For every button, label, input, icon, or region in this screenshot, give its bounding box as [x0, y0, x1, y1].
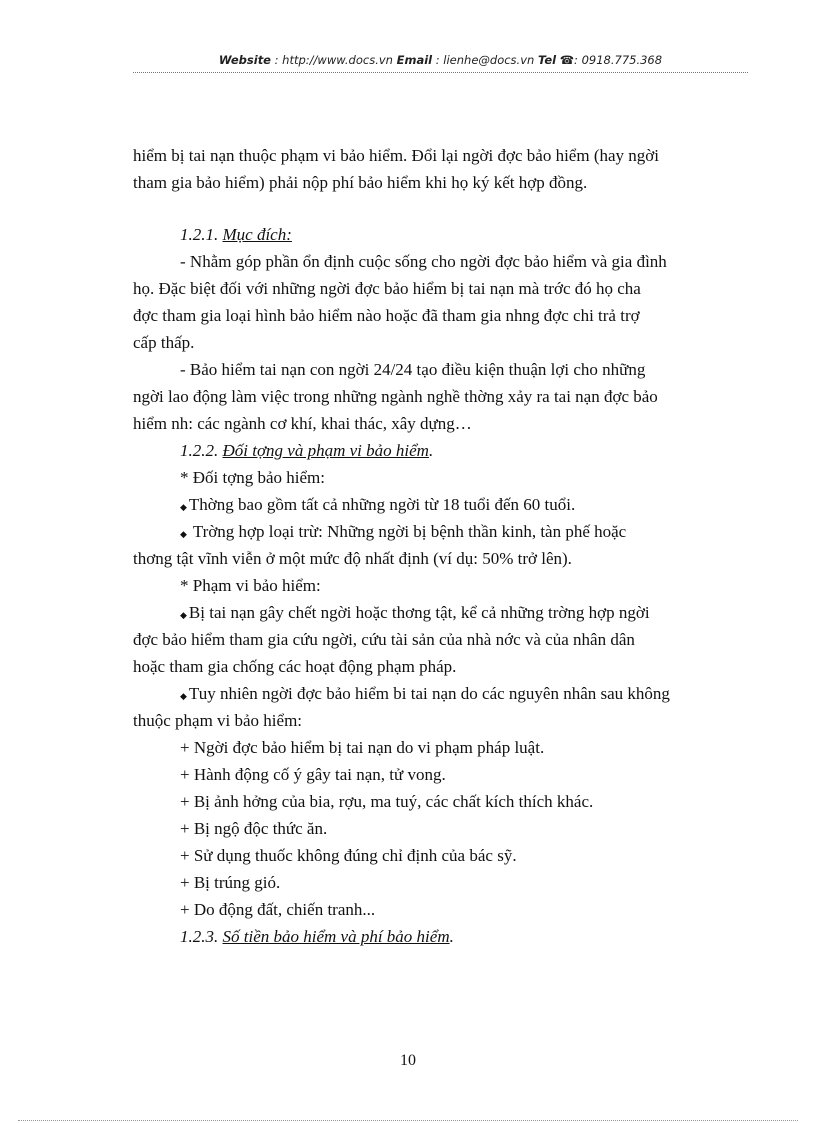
- bullet-text: Bị tai nạn gây chết ngời hoặc thơng tật, kể cả những trờng hợp ngời: [188, 603, 650, 622]
- scope-bullet-1-line-1: [133, 599, 740, 626]
- tel-value: : 0918.775.368: [574, 53, 663, 67]
- bullet-text: Thờng bao gồm tất cả những ngời từ 18 tuổi đến 60 tuổi.: [188, 495, 576, 514]
- page-header: [133, 53, 748, 67]
- phone-icon: ☎: [559, 53, 575, 67]
- purpose-line-4: cấp thấp.: [133, 333, 195, 352]
- exclusion-item: + Do động đất, chiến tranh...: [180, 900, 376, 919]
- section-heading-1-2-1: [133, 221, 740, 248]
- website-label: Website: [218, 53, 271, 67]
- exclusion-item: + Hành động cố ý gây tai nạn, tử vong.: [180, 765, 446, 784]
- email-label: Email: [396, 53, 433, 67]
- bullet-text: Tuy nhiên ngời đợc bảo hiểm bi tai nạn do các nguyên nhân sau không: [188, 684, 670, 703]
- purpose2-line-1: - Bảo hiểm tai nạn con ngời 24/24 tạo điều kiện thuận lợi cho những: [180, 360, 646, 379]
- section-tail: .: [449, 927, 454, 946]
- main-content: [133, 142, 740, 950]
- subject-bullet-1: [133, 491, 740, 518]
- email-value: : lienhe@docs.vn: [432, 53, 538, 67]
- section-tail: .: [428, 441, 434, 460]
- section-number: 1.2.1.: [180, 225, 223, 244]
- exclusion-item: + Bị ảnh hởng của bia, rợu, ma tuý, các chất kích thích khác.: [180, 792, 594, 811]
- section-title: Đối tợng và phạm vi bảo hiểm: [222, 441, 429, 460]
- subject-bullet-2-line-2: thơng tật vĩnh viễn ở một mức độ nhất định (ví dụ: 50% trở lên).: [133, 549, 572, 568]
- subject-bullet-2-line-1: [133, 518, 740, 545]
- purpose2-line-3: hiểm nh: các ngành cơ khí, khai thác, xây dựng…: [133, 414, 472, 433]
- exclusion-item: + Ngời đợc bảo hiểm bị tai nạn do vi phạm pháp luật.: [180, 738, 545, 757]
- section-heading-1-2-2: [133, 437, 740, 464]
- diamond-bullet-icon: ◆: [180, 529, 187, 539]
- section-title: Số tiền bảo hiểm và phí bảo hiểm: [222, 927, 450, 946]
- page-number: 10: [400, 1052, 416, 1069]
- purpose-line-1: - Nhằm góp phần ổn định cuộc sống cho ngời đợc bảo hiểm và gia đình: [180, 252, 667, 271]
- purpose-line-3: đợc tham gia loại hình bảo hiểm nào hoặc đã tham gia nhng đợc chi trả trợ: [133, 306, 640, 325]
- section-heading-1-2-3: [133, 923, 740, 950]
- section-title: Mục đích:: [222, 225, 292, 244]
- diamond-bullet-icon: ◆: [180, 610, 187, 620]
- tel-label: Tel: [537, 53, 557, 67]
- scope-bullet-2-line-2: thuộc phạm vi bảo hiểm:: [133, 711, 303, 730]
- purpose-line-2: họ. Đặc biệt đối với những ngời đợc bảo hiểm bị tai nạn mà trớc đó họ cha: [133, 279, 641, 298]
- diamond-bullet-icon: ◆: [180, 502, 187, 512]
- subject-label: * Đối tợng bảo hiểm:: [180, 468, 325, 487]
- scope-bullet-2-line-1: [133, 680, 740, 707]
- header-divider: [133, 72, 748, 73]
- exclusion-item: + Sử dụng thuốc không đúng chỉ định của bác sỹ.: [180, 846, 517, 865]
- purpose2-line-2: ngời lao động làm việc trong những ngành nghề thờng xảy ra tai nạn đợc bảo: [133, 387, 658, 406]
- section-number: 1.2.2.: [180, 441, 223, 460]
- scope-bullet-1-line-2: đợc bảo hiểm tham gia cứu ngời, cứu tài sản của nhà nớc và của nhân dân: [133, 630, 635, 649]
- scope-bullet-1-line-3: hoặc tham gia chống các hoạt động phạm pháp.: [133, 657, 457, 676]
- intro-line-1: hiểm bị tai nạn thuộc phạm vi bảo hiểm. Đổi lại ngời đợc bảo hiểm (hay ngời: [133, 146, 659, 165]
- website-value: : http://www.docs.vn: [271, 53, 397, 67]
- footer-divider: [18, 1120, 798, 1121]
- scope-label: * Phạm vi bảo hiểm:: [180, 576, 321, 595]
- exclusion-item: + Bị trúng gió.: [180, 873, 281, 892]
- diamond-bullet-icon: ◆: [180, 691, 187, 701]
- section-number: 1.2.3.: [180, 927, 223, 946]
- intro-line-2: tham gia bảo hiểm) phải nộp phí bảo hiểm khi họ ký kết hợp đồng.: [133, 173, 588, 192]
- bullet-text: Trờng hợp loại trừ: Những ngời bị bệnh thần kinh, tàn phế hoặc: [188, 522, 627, 541]
- exclusion-item: + Bị ngộ độc thức ăn.: [180, 819, 328, 838]
